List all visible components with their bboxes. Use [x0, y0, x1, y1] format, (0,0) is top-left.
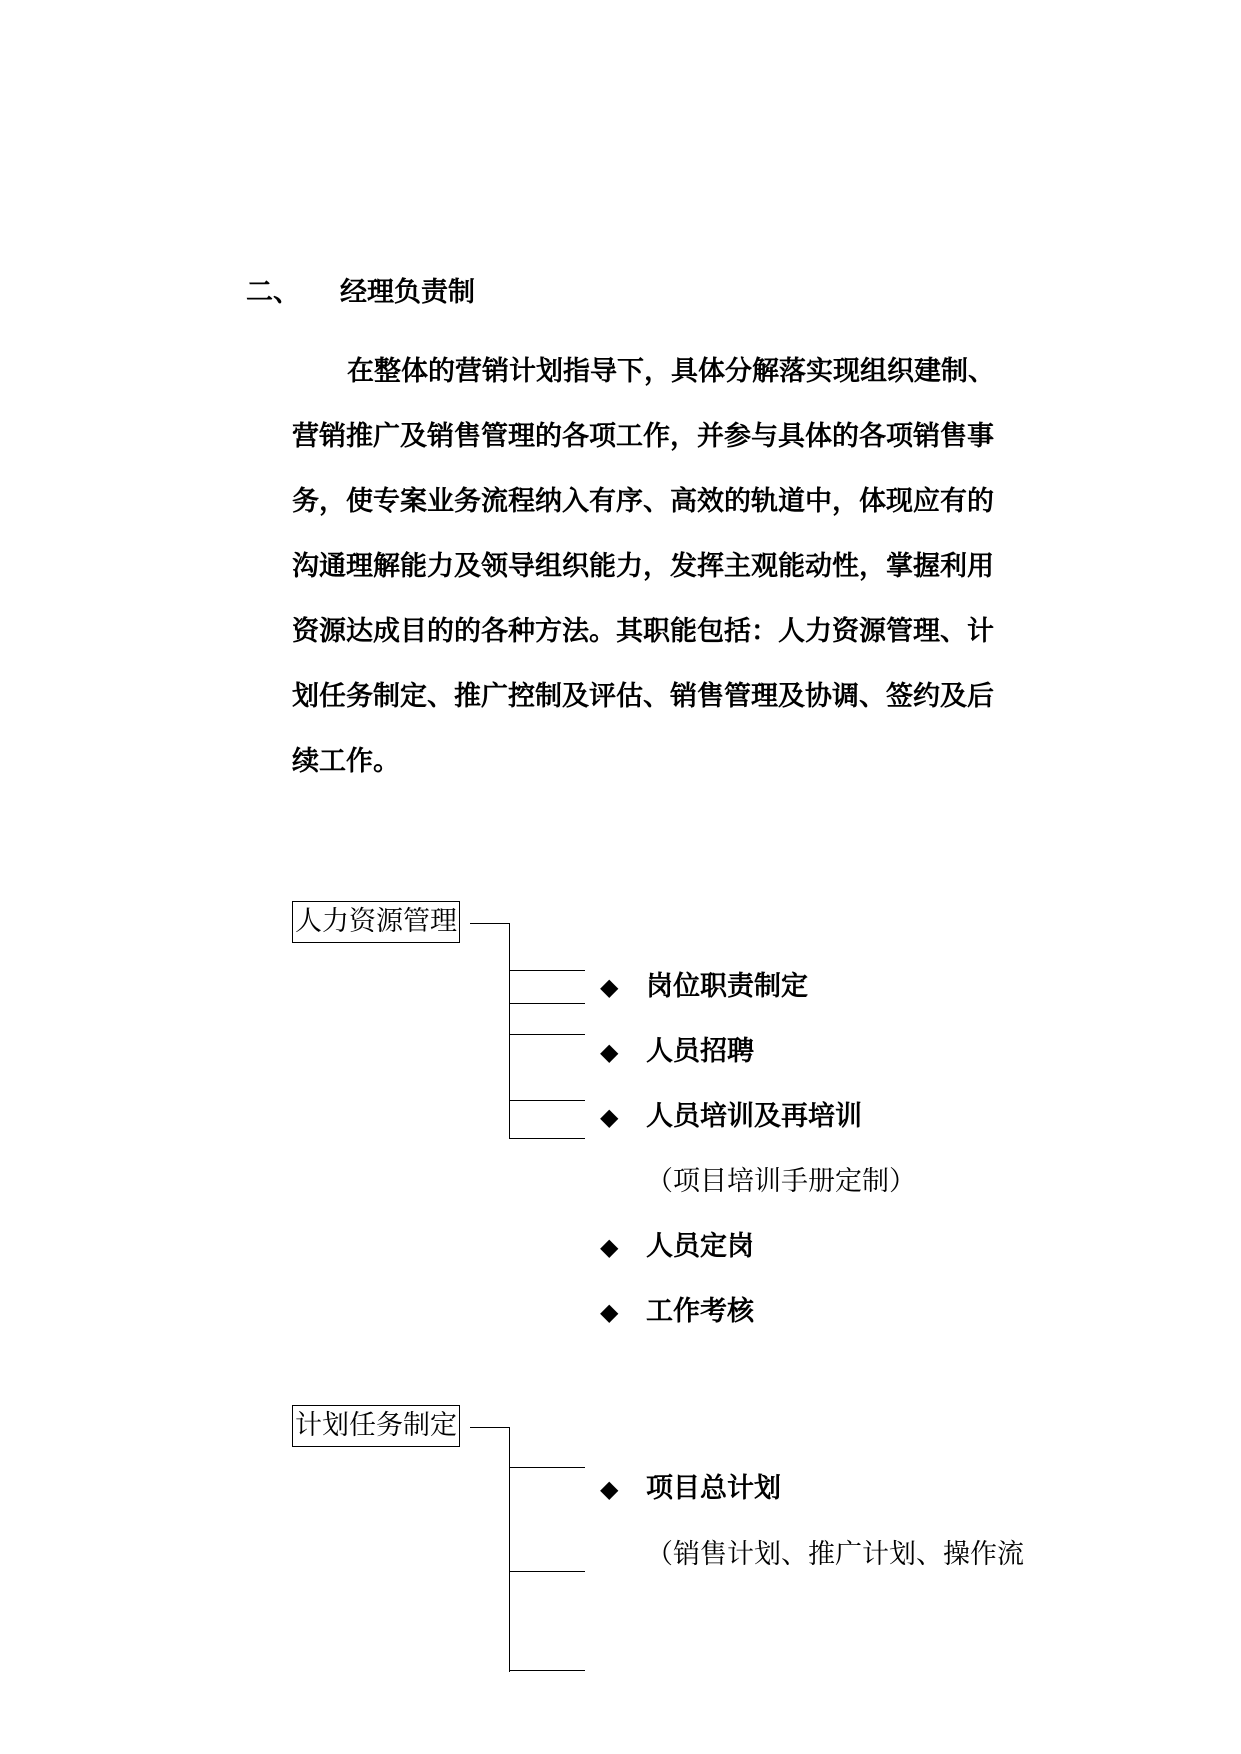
- diamond-bullet-icon: ◆: [600, 1103, 619, 1131]
- list-item: [600, 1469, 781, 1509]
- group-label-box: 人力资源管理: [292, 901, 460, 943]
- list-item: [600, 1032, 754, 1072]
- connector-line: [509, 923, 510, 1139]
- connector-line: [470, 923, 510, 924]
- paragraph-line: 沟通理解能力及领导组织能力，发挥主观能动性，掌握利用: [292, 551, 994, 582]
- list-item-note: （销售计划、推广计划、操作流: [646, 1539, 1024, 1570]
- connector-line: [509, 1034, 585, 1035]
- list-item-text: 人员招聘: [646, 1036, 754, 1067]
- connector-line: [509, 1670, 585, 1671]
- section-number: 二、: [246, 277, 300, 308]
- section-title: 经理负责制: [340, 277, 475, 308]
- connector-line: [509, 1467, 585, 1468]
- section-heading: [246, 273, 475, 313]
- list-item-text: 项目总计划: [646, 1473, 781, 1504]
- list-item: [600, 967, 808, 1007]
- connector-line: [509, 1003, 585, 1004]
- list-item: [600, 1227, 754, 1267]
- connector-line: [509, 1571, 585, 1572]
- paragraph-line: 在整体的营销计划指导下，具体分解落实现组织建制、: [347, 356, 995, 387]
- list-item-text: 岗位职责制定: [646, 971, 808, 1002]
- connector-line: [509, 1100, 585, 1101]
- connector-line: [509, 1427, 510, 1672]
- paragraph-line: 营销推广及销售管理的各项工作，并参与具体的各项销售事: [292, 421, 994, 452]
- connector-line: [470, 1427, 510, 1428]
- paragraph-line: 资源达成目的的各种方法。其职能包括：人力资源管理、计: [292, 616, 994, 647]
- list-item-text: 工作考核: [646, 1296, 754, 1327]
- diamond-bullet-icon: ◆: [600, 1038, 619, 1066]
- list-item-note: （项目培训手册定制）: [646, 1166, 916, 1197]
- diamond-bullet-icon: ◆: [600, 1233, 619, 1261]
- list-item: [600, 1097, 862, 1137]
- connector-line: [509, 1138, 585, 1139]
- diamond-bullet-icon: ◆: [600, 973, 619, 1001]
- paragraph-line: 划任务制定、推广控制及评估、销售管理及协调、签约及后: [292, 681, 994, 712]
- connector-line: [509, 970, 585, 971]
- diamond-bullet-icon: ◆: [600, 1475, 619, 1503]
- list-item: [600, 1292, 754, 1332]
- paragraph-line: 务，使专案业务流程纳入有序、高效的轨道中，体现应有的: [292, 486, 994, 517]
- diamond-bullet-icon: ◆: [600, 1298, 619, 1326]
- list-item-text: 人员定岗: [646, 1231, 754, 1262]
- paragraph-line: 续工作。: [292, 746, 400, 777]
- group-label-box: 计划任务制定: [292, 1405, 460, 1447]
- list-item-text: 人员培训及再培训: [646, 1101, 862, 1132]
